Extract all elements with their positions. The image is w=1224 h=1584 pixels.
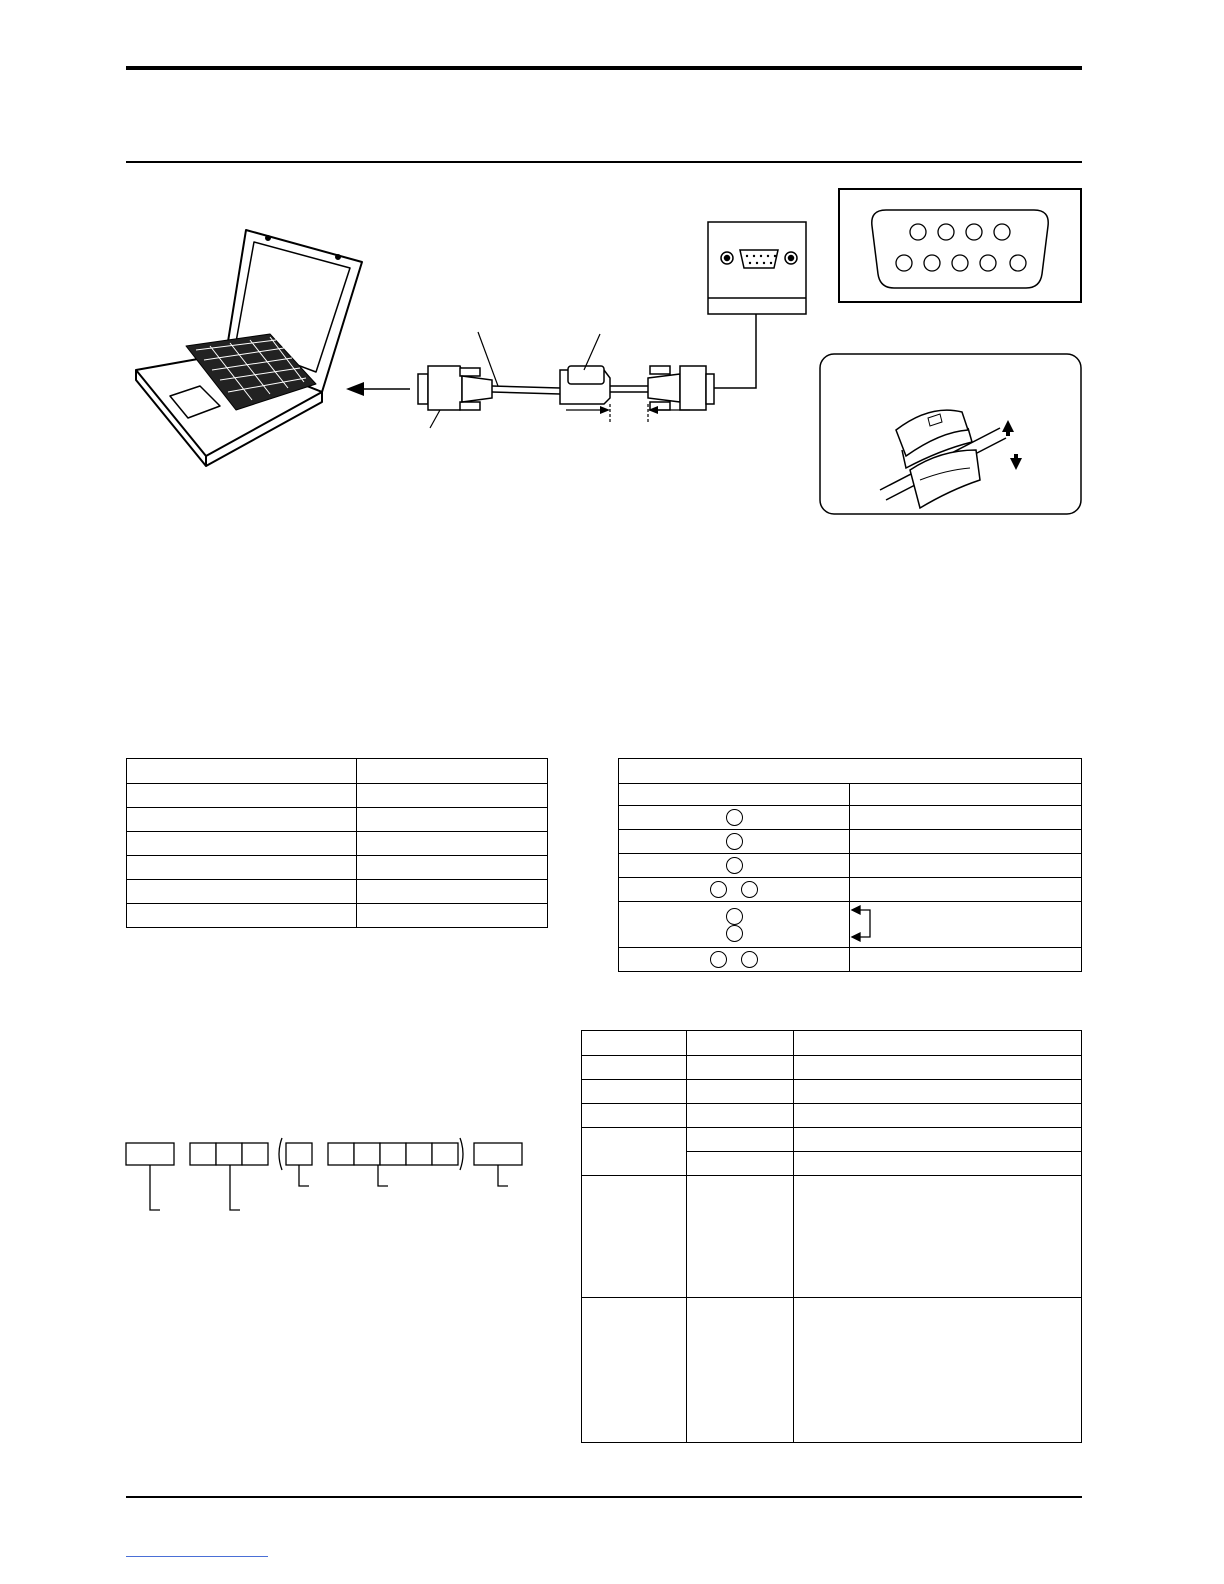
colon-box <box>286 1143 312 1165</box>
ferrite-core-icon <box>560 366 610 404</box>
table-header-row <box>619 759 1082 784</box>
command-box-3 <box>242 1143 268 1165</box>
pin-circle <box>710 951 727 968</box>
pin-circle <box>726 857 743 874</box>
arrow-to-pc-icon <box>346 382 410 396</box>
table-row <box>582 1056 1082 1080</box>
footer-link-underline[interactable] <box>126 1556 268 1557</box>
table-row <box>127 856 548 880</box>
parameter-box-3 <box>380 1143 406 1165</box>
table-row <box>619 948 1082 972</box>
pin-circle <box>726 809 743 826</box>
pin-circle <box>741 881 758 898</box>
table-row <box>619 902 1082 948</box>
table-row <box>582 1080 1082 1104</box>
parameter-box-4 <box>406 1143 432 1165</box>
table-row <box>582 1176 1082 1298</box>
table-row <box>127 784 548 808</box>
table-row <box>582 1104 1082 1128</box>
pin-circle <box>741 951 758 968</box>
end-code-box <box>474 1143 522 1165</box>
table-row <box>127 832 548 856</box>
pin-circle <box>710 881 727 898</box>
table-row <box>619 830 1082 854</box>
pin-circle <box>726 925 743 942</box>
table-row <box>127 904 548 928</box>
pin-assignment-table <box>618 758 1082 972</box>
d-sub-9pin-terminal-connector-icon <box>648 366 714 410</box>
parameter-box-2 <box>354 1143 380 1165</box>
serial-terminal-icon <box>708 222 806 314</box>
parameter-box-1 <box>328 1143 354 1165</box>
command-box-2 <box>216 1143 242 1165</box>
footer-rule <box>126 1496 1082 1498</box>
table-row <box>127 880 548 904</box>
command-box-1 <box>190 1143 216 1165</box>
table-header-row <box>619 784 1082 806</box>
signal-names-table <box>126 758 548 928</box>
ferrite-core-clamp-icon <box>820 354 1081 514</box>
control-parameter-table <box>581 1030 1082 1443</box>
table-row <box>582 1298 1082 1443</box>
table-header-row <box>582 1031 1082 1056</box>
table-row <box>127 808 548 832</box>
pin-layout-icon <box>839 189 1081 302</box>
table-row <box>582 1128 1082 1152</box>
table-row <box>127 759 548 784</box>
table-row <box>619 854 1082 878</box>
table-row <box>619 806 1082 830</box>
table-row <box>619 878 1082 902</box>
pin-circle <box>726 833 743 850</box>
command-format-diagram <box>126 1138 522 1210</box>
pin-circle <box>726 908 743 925</box>
parameter-box-5 <box>432 1143 458 1165</box>
start-code-box <box>126 1143 174 1165</box>
laptop-icon <box>136 230 362 466</box>
d-sub-9pin-cable-connector-icon <box>418 366 492 410</box>
